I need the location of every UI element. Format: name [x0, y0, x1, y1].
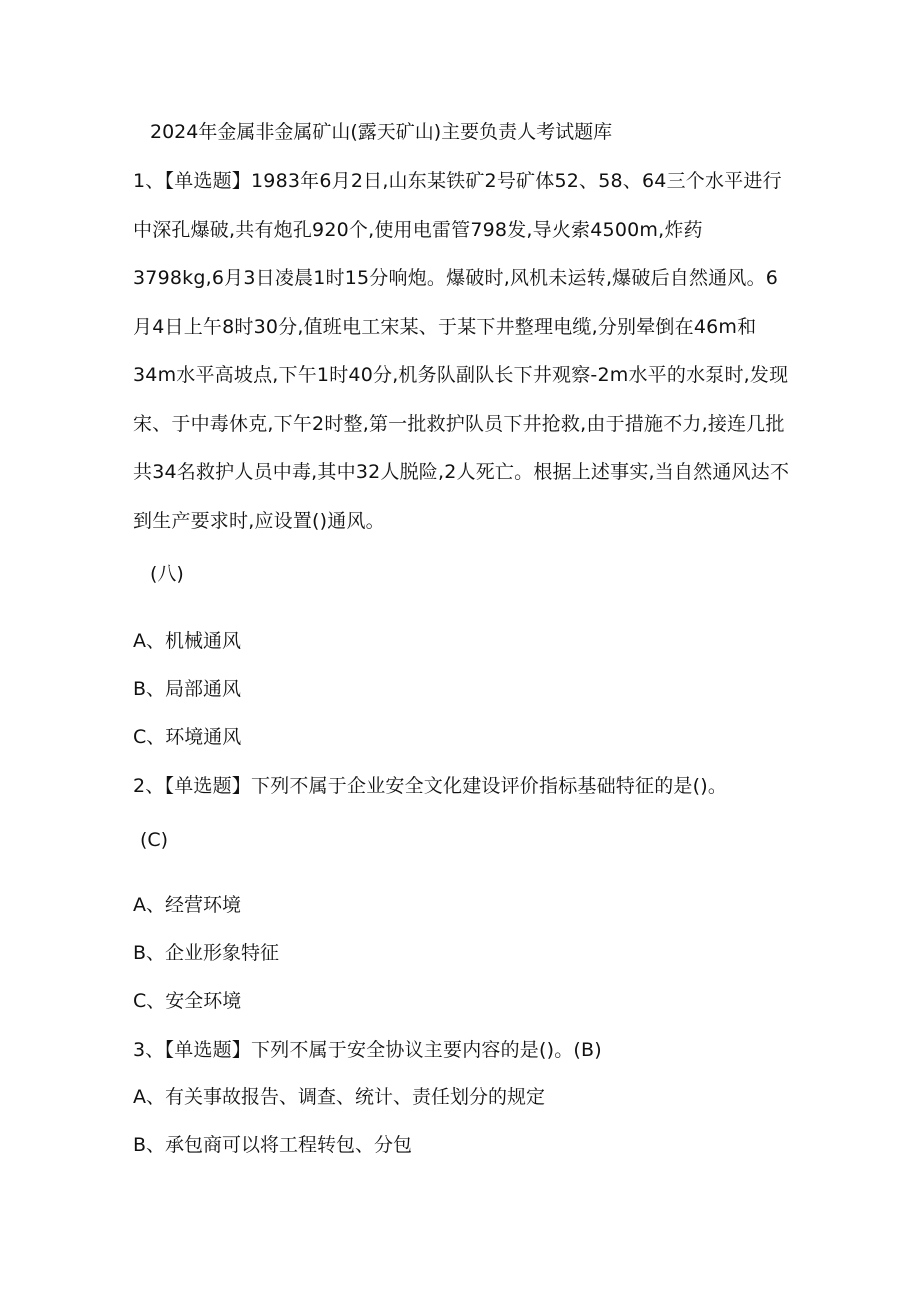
question-1-option-a: A、机械通风 — [133, 630, 241, 652]
question-2-option-a: A、经营环境 — [133, 894, 241, 916]
document-title: 2024年金属非金属矿山(露天矿山)主要负责人考试题库 — [150, 121, 613, 143]
question-3-option-b: B、承包商可以将工程转包、分包 — [133, 1134, 413, 1156]
question-2-option-b: B、企业形象特征 — [133, 942, 280, 964]
question-3-option-a: A、有关事故报告、调查、统计、责任划分的规定 — [133, 1086, 545, 1108]
question-1-option-c: C、环境通风 — [133, 726, 242, 748]
question-1-answer: (八) — [150, 563, 184, 585]
question-1-stem: 1、【单选题】1983年6月2日,山东某铁矿2号矿体52、58、64三个水平进行中深孔爆破,共有炮孔920个,使用电雷管798发,导火索4500m,炸药3798kg,6月3日凌晨1时15分响炮。爆破时,风机未运转,爆破后自然通风。6月4日上午8时30分,值班电工宋某、于某下井整理电缆,分别晕倒在46m和34m水平高坡点,下午1时40分,机务队副队长下井观察-2m水平的水泵时,发现宋、于中毒休克,下午2时整,第一批救护队员下井抢救,由于措施不力,接连几批共34名救护人员中毒,其中32人脱险,2人死亡。根据上述事实,当自然通风达不到生产要求时,应设置()通风。 — [133, 170, 790, 532]
question-2-option-c: C、安全环境 — [133, 990, 242, 1012]
question-2-answer: (C) — [140, 829, 169, 851]
question-2-stem: 2、【单选题】下列不属于企业安全文化建设评价指标基础特征的是()。 — [133, 775, 728, 797]
question-3-stem: 3、【单选题】下列不属于安全协议主要内容的是()。(B) — [133, 1039, 602, 1061]
question-1-option-b: B、局部通风 — [133, 678, 242, 700]
